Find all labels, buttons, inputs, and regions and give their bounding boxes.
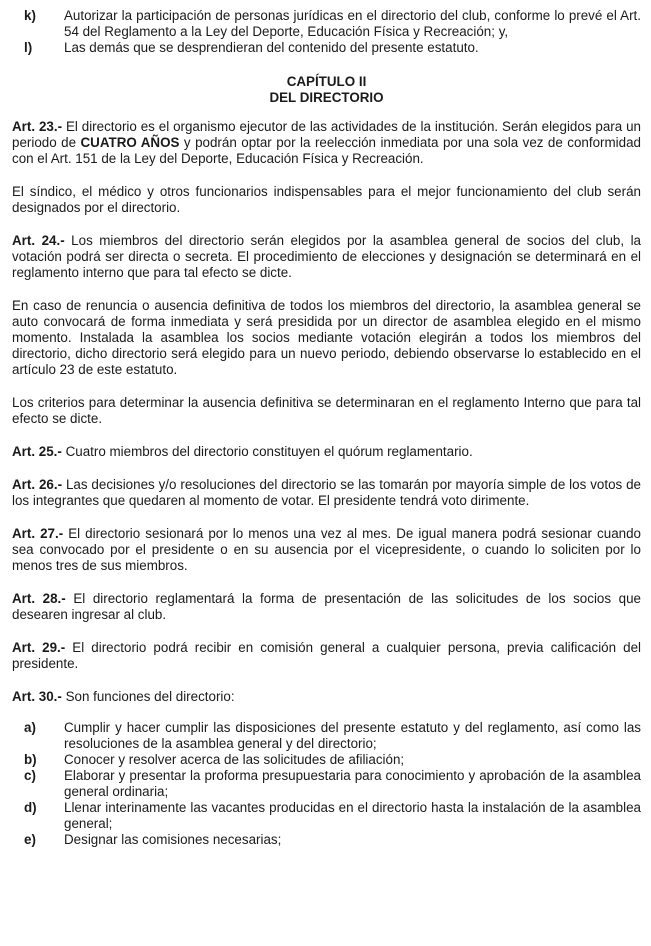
article-26	[12, 477, 641, 509]
paragraph-criterios: Los criterios para determinar la ausencia definitiva se determinaran en el reglamento Interno que para tal efecto se dicte.	[12, 395, 641, 426]
list-item-label: a)	[24, 720, 36, 735]
article-text: El directorio sesionará por lo menos una vez al mes. De igual manera podrá sesionar cuando sea convocado por el presidente o en su ausencia por el vicepresidente, o cuando lo soliciten por lo menos tres de sus miembros.	[12, 526, 641, 573]
list-item	[12, 752, 641, 768]
list-item-text: Las demás que se desprendieran del contenido del presente estatuto.	[64, 40, 479, 55]
list-item-text: Conocer y resolver acerca de las solicitudes de afiliación;	[64, 752, 405, 767]
list-item-label: d)	[24, 800, 37, 815]
list-item-text: Llenar interinamente las vacantes producidas en el directorio hasta la instalación de la asamblea general;	[64, 800, 641, 831]
list-item-text: Elaborar y presentar la proforma presupuestaria para conocimiento y aprobación de la asamblea general ordinaria;	[64, 768, 641, 799]
chapter-subtitle: DEL DIRECTORIO	[269, 90, 384, 105]
article-number: Art. 28.-	[12, 591, 66, 606]
article-29	[12, 640, 641, 672]
list-item	[12, 40, 641, 56]
article-text: El directorio reglamentará la forma de presentación de las solicitudes de los socios que desearen ingresar al club.	[12, 591, 641, 622]
list-item-label: e)	[24, 832, 36, 847]
list-item	[12, 832, 641, 848]
article-30	[12, 689, 641, 705]
list-item-text: Autorizar la participación de personas jurídicas en el directorio del club, conforme lo prevé el Art. 54 del Reglamento a la Ley del Deporte, Educación Física y Recreación; y,	[64, 8, 641, 39]
article-number: Art. 30.-	[12, 689, 62, 704]
article-emphasis: CUATRO AÑOS	[80, 135, 180, 150]
article-23	[12, 119, 641, 167]
article-text: Los miembros del directorio serán elegidos por la asamblea general de socios del club, la votación podrá ser directa o secreta. El procedimiento de elecciones y designación se determinará en el reglamento interno que para tal efecto se dicte.	[12, 233, 641, 280]
list-item	[12, 8, 641, 40]
article-number: Art. 24.-	[12, 233, 65, 248]
article-25	[12, 444, 641, 460]
article-24	[12, 233, 641, 281]
chapter-title: CAPÍTULO II	[286, 74, 367, 89]
paragraph-renuncia: En caso de renuncia o ausencia definitiva de todos los miembros del directorio, la asamblea general se auto convocará de forma inmediata y será presidida por un director de asamblea elegido en el mismo momento. Instalada la asamblea los socios mediante votación elegirán a todos los miembros del directorio, dicho directorio será elegido para un nuevo periodo, debiendo observarse lo establecido en el artículo 23 de este estatuto.	[12, 298, 641, 377]
list-item-text: Designar las comisiones necesarias;	[64, 832, 282, 847]
list-item-label: l)	[24, 40, 33, 55]
list-item	[12, 800, 641, 832]
article-number: Art. 26.-	[12, 477, 63, 492]
list-item-label: b)	[24, 752, 37, 767]
functions-list	[12, 720, 641, 848]
article-number: Art. 25.-	[12, 444, 62, 459]
list-item	[12, 720, 641, 752]
article-text: El directorio podrá recibir en comisión general a cualquier persona, previa calificación del presidente.	[12, 640, 642, 671]
article-text: El directorio es el organismo ejecutor de las actividades de la institución. Serán elegidos para un periodo de	[12, 119, 642, 150]
list-item-text: Cumplir y hacer cumplir las disposiciones del presente estatuto y del reglamento, así como las resoluciones de la asamblea general y del directorio;	[64, 720, 641, 751]
article-27	[12, 526, 641, 574]
paragraph-sindico: El síndico, el médico y otros funcionarios indispensables para el mejor funcionamiento del club serán designados por el directorio.	[12, 184, 641, 215]
list-item-label: c)	[24, 768, 36, 783]
article-text: Son funciones del directorio:	[61, 689, 235, 704]
chapter-heading	[12, 74, 641, 106]
article-text-cont: y podrán optar por la reelección inmediata por una sola vez de conformidad con el Art. 151 de la Ley del Deporte, Educación Física y Recreación.	[12, 135, 641, 166]
article-28	[12, 591, 641, 623]
list-item-label: k)	[24, 8, 36, 23]
article-number: Art. 23.-	[12, 119, 63, 134]
article-text: Las decisiones y/o resoluciones del directorio se las tomarán por mayoría simple de los votos de los integrantes que quedaren al momento de votar. El presidente tendrá voto dirimente.	[12, 477, 641, 508]
article-number: Art. 29.-	[12, 640, 66, 655]
list-item	[12, 768, 641, 800]
article-text: Cuatro miembros del directorio constituyen el quórum reglamentario.	[61, 444, 473, 459]
article-number: Art. 27.-	[12, 526, 64, 541]
